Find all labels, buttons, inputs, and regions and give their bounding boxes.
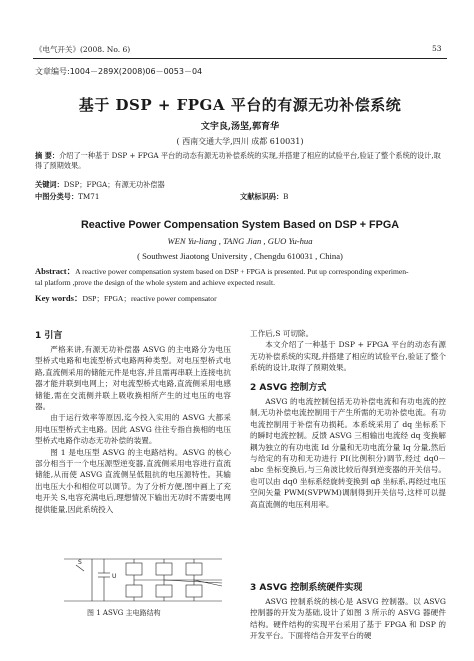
classification-text: TM71	[78, 192, 100, 201]
switch-label: S	[78, 559, 82, 566]
page-number: 53	[432, 44, 442, 53]
right-column-top	[250, 328, 446, 374]
english-affiliation: ( Southwest Jiaotong University , Chengdu 610031 , China)	[137, 251, 343, 261]
keywords-en	[35, 292, 217, 304]
figure1-caption: 图 1 ASVG 主电路结构	[87, 609, 161, 617]
abstract-en-line2: tal platform ,prove the design of the whole system and achieve expected result.	[35, 278, 275, 287]
doc-code	[240, 192, 288, 202]
classification-label: 中图分类号：	[35, 192, 79, 201]
control-method-paragraph: ASVG 的电流控制包括无功补偿电流和有功电流的控制,无功补偿电流控制用于产生所需的无功补偿电流。有功电流控制用于补偿有功损耗。本系统采用了 dq 坐标系下的瞬时电流控制。反馈 ASVG 三相输出电流经 dq 变换解耦为独立的有功电流 Id 分量和无功电流分量 Iq 分量,然后与给定的有功和无功进行 PI(比例积分)调节,经过 dq0－abc 坐标变换后,与三角波比较后得到逆变器的开关信号。也可以由 dq0 坐标系经旋转变换到 αβ 坐标系,再经过电压空间矢量 PWM(SVPWM)调制得到开关信号,这样可以提高直流侧的电压利用率。	[250, 397, 446, 509]
keywords-en-text: DSP；FPGA；reactive power compensator	[82, 294, 217, 303]
journal-name: 《电气开关》(2008. No. 6)	[35, 45, 131, 54]
section3-text	[250, 596, 446, 642]
intro-paragraph-3: 图 1 是电压型 ASVG 的主电路结构。ASVG 的核心部分相当于一个电压源型逆变器,直流侧采用电容进行直流储能,从而使 ASVG 直流侧呈低阻抗的电压源特性。其输出电压大小和相位可以调节。为了分析方便,图中画上了充电开关 S,电容充满电后,理想情况下输出无功时不需要电网提供能量,因此系统投入	[35, 447, 231, 514]
section2-heading: 2 ASVG 控制方式	[250, 383, 327, 393]
hardware-paragraph: ASVG 控制系统的核心是 ASVG 控制器。以 ASVG 控制器的开发为基础,设计了如图 3 所示的 ASVG 器硬件结构。硬件结构的实现平台采用了基于 FPGA 和 DSP 的开发平台。下面将结合开发平台的硬	[250, 597, 446, 641]
intro-paragraph-2: 由于运行效率等原因,迄今投入实用的 ASVG 大都采用电压型桥式主电路。因此 ASVG 往往专指自换相的电压型桥式电路作动态无功补偿的装置。	[35, 413, 231, 446]
abstract-cn-text: 介绍了一种基于 DSP + FPGA 平台的动态有源无功补偿系统的实现,并搭建了相应的试验平台,验证了整个系统的设计,取得了预期效果。	[35, 151, 441, 170]
keywords-cn-label: 关键词：	[35, 180, 64, 189]
left-column-text	[35, 344, 231, 515]
header-rule	[33, 58, 447, 59]
doc-code-label: 文献标识码：	[240, 192, 284, 201]
paper-title: 基于 DSP + FPGA 平台的有源无功补偿系统	[78, 96, 402, 114]
authors: 文宇良,汤坚,郭育华	[200, 122, 280, 132]
english-title: Reactive Power Compensation System Based on DSP + FPGA	[80, 219, 400, 231]
intro-paragraph-1: 严格来讲,有源无功补偿器 ASVG 的主电路分为电压型桥式电路和电流型桥式电路两种类型。对电压型桥式电路,直流侧采用的储能元件是电容,并且需再串联上连接电抗器才能并联到电网上；对电流型桥式电路,直流侧采用电感储能,需在交流侧并联上吸收换相所产生的过电压的电容器。	[35, 345, 231, 412]
affiliation: ( 西南交通大学,四川 成都 610031)	[176, 137, 304, 146]
english-authors: WEN Yu-liang , TANG Jian , GUO Yu-hua	[167, 236, 313, 246]
dc-voltage-label: U	[112, 573, 117, 580]
section3-heading: 3 ASVG 控制系统硬件实现	[250, 583, 363, 593]
abstract-cn-label: 摘 要：	[35, 151, 60, 160]
classification	[35, 192, 99, 202]
article-id: 文章编号:1004－289X(2008)06－0053－04	[35, 67, 203, 76]
abstract-en-line1: A reactive power compensation system based on DSP + FPGA is presented. Put up corresponding experimen-	[75, 267, 409, 276]
doc-code-text: B	[283, 192, 289, 201]
abstract-cn	[35, 151, 445, 171]
section1-heading: 1 引言	[35, 331, 63, 341]
keywords-cn	[35, 180, 165, 190]
section2-text	[250, 396, 446, 510]
keywords-cn-text: DSP；FPGA；有源无功补偿器	[63, 180, 165, 189]
asvg-circuit-figure	[62, 555, 232, 605]
continued-paragraph: 工作后,S 可切除。	[250, 329, 314, 338]
intro-paragraph-4: 本文介绍了一种基于 DSP + FPGA 平台的动态有源无功补偿系统的实现,并搭建了相应的试验平台,验证了整个系统的设计,取得了预期效果。	[250, 340, 446, 373]
abstract-en	[35, 266, 447, 288]
keywords-en-label: Key words：	[35, 293, 83, 303]
abstract-en-label: Abstract：	[35, 266, 76, 276]
